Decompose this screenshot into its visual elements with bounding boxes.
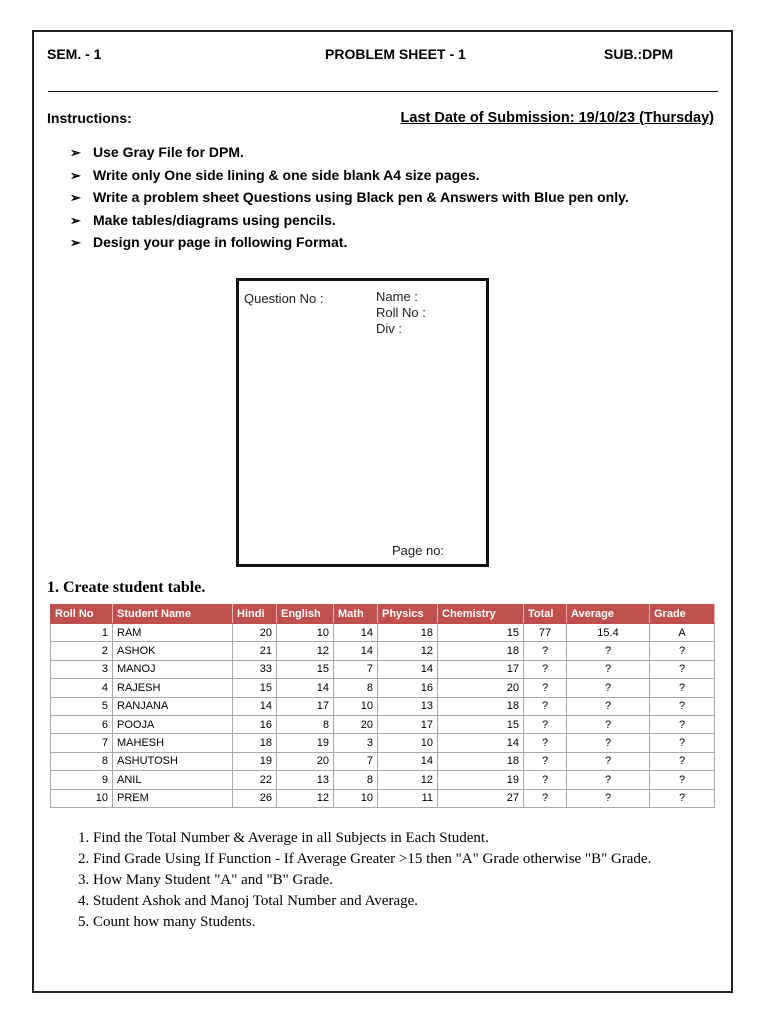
table-cell: 10 xyxy=(334,789,378,807)
table-row xyxy=(51,734,715,752)
table-cell: 7 xyxy=(334,660,378,678)
table-cell: 14 xyxy=(334,642,378,660)
arrow-bullet-icon: ➢ xyxy=(70,167,81,183)
table-cell: ? xyxy=(650,789,715,807)
table-cell: 20 xyxy=(233,624,277,642)
table-cell: ? xyxy=(650,715,715,733)
table-cell: 17 xyxy=(277,697,334,715)
table-cell: ? xyxy=(567,789,650,807)
page-format-diagram xyxy=(236,278,489,567)
table-cell: ? xyxy=(567,734,650,752)
table-cell: 15.4 xyxy=(567,624,650,642)
table-cell: 19 xyxy=(438,771,524,789)
table-cell: 13 xyxy=(378,697,438,715)
table-cell: ? xyxy=(650,679,715,697)
column-header: Total xyxy=(524,605,567,624)
table-cell: 2 xyxy=(51,642,113,660)
table-cell: 18 xyxy=(438,642,524,660)
instruction-item: ➢ Design your page in following Format. xyxy=(70,231,629,254)
table-cell: MANOJ xyxy=(113,660,233,678)
column-header: English xyxy=(277,605,334,624)
subject-label: SUB.:DPM xyxy=(604,46,674,62)
table-cell: 5 xyxy=(51,697,113,715)
table-cell: 33 xyxy=(233,660,277,678)
table-cell: 18 xyxy=(438,752,524,770)
table-cell: MAHESH xyxy=(113,734,233,752)
table-cell: 20 xyxy=(438,679,524,697)
table-row xyxy=(51,697,715,715)
table-cell: 20 xyxy=(334,715,378,733)
table-cell: 14 xyxy=(334,624,378,642)
table-cell: ? xyxy=(650,752,715,770)
section-title: 1. Create student table. xyxy=(47,579,206,596)
table-cell: ? xyxy=(524,789,567,807)
table-row xyxy=(51,679,715,697)
column-header: Roll No xyxy=(51,605,113,624)
table-cell: 12 xyxy=(277,642,334,660)
table-cell: PREM xyxy=(113,789,233,807)
table-cell: ? xyxy=(567,642,650,660)
table-cell: 18 xyxy=(233,734,277,752)
table-cell: 18 xyxy=(378,624,438,642)
table-cell: 9 xyxy=(51,771,113,789)
table-cell: ? xyxy=(524,771,567,789)
last-date: Last Date of Submission: 19/10/23 (Thursday) xyxy=(400,110,714,126)
arrow-bullet-icon: ➢ xyxy=(70,212,81,228)
question-item: 2. Find Grade Using If Function - If Average Greater >15 then "A" Grade otherwise "B" Grade. xyxy=(93,849,722,870)
table-cell: 14 xyxy=(438,734,524,752)
arrow-bullet-icon: ➢ xyxy=(70,235,81,250)
table-cell: ? xyxy=(524,734,567,752)
table-cell: 8 xyxy=(334,771,378,789)
table-cell: 26 xyxy=(233,789,277,807)
table-row xyxy=(51,624,715,642)
table-cell: 8 xyxy=(51,752,113,770)
table-cell: ? xyxy=(650,660,715,678)
question-list xyxy=(62,828,722,933)
table-cell: 8 xyxy=(334,679,378,697)
arrow-bullet-icon: ➢ xyxy=(70,190,81,205)
table-cell: 10 xyxy=(51,789,113,807)
table-cell: ? xyxy=(567,715,650,733)
table-cell: 20 xyxy=(277,752,334,770)
table-cell: ? xyxy=(524,715,567,733)
table-cell: 10 xyxy=(334,697,378,715)
format-div: Div : xyxy=(376,321,402,336)
table-cell: RAJESH xyxy=(113,679,233,697)
format-name: Name : xyxy=(376,289,418,304)
instruction-list xyxy=(70,141,629,254)
semester-label: SEM. - 1 xyxy=(47,46,102,62)
column-header: Grade xyxy=(650,605,715,624)
table-cell: 11 xyxy=(378,789,438,807)
table-cell: ? xyxy=(567,771,650,789)
table-cell: 10 xyxy=(378,734,438,752)
table-cell: ? xyxy=(524,752,567,770)
table-cell: 3 xyxy=(334,734,378,752)
table-cell: 3 xyxy=(51,660,113,678)
table-cell: ? xyxy=(650,642,715,660)
table-body xyxy=(51,624,715,808)
table-cell: 13 xyxy=(277,771,334,789)
table-cell: ASHOK xyxy=(113,642,233,660)
table-cell: ? xyxy=(650,697,715,715)
instruction-item: ➢ Write only One side lining & one side blank A4 size pages. xyxy=(70,164,629,187)
table-cell: 18 xyxy=(438,697,524,715)
table-row xyxy=(51,789,715,807)
header-divider xyxy=(48,91,718,92)
table-cell: 77 xyxy=(524,624,567,642)
table-cell: ? xyxy=(567,679,650,697)
table-cell: 21 xyxy=(233,642,277,660)
question-item: 1. Find the Total Number & Average in all Subjects in Each Student. xyxy=(93,828,722,849)
table-cell: 14 xyxy=(277,679,334,697)
table-cell: 4 xyxy=(51,679,113,697)
column-header: Math xyxy=(334,605,378,624)
table-row xyxy=(51,642,715,660)
table-cell: RAM xyxy=(113,624,233,642)
format-page-no: Page no: xyxy=(392,543,445,558)
table-cell: 19 xyxy=(233,752,277,770)
table-cell: 14 xyxy=(233,697,277,715)
table-cell: 8 xyxy=(277,715,334,733)
table-cell: 16 xyxy=(378,679,438,697)
table-cell: 14 xyxy=(378,660,438,678)
table-cell: ANIL xyxy=(113,771,233,789)
table-cell: 15 xyxy=(438,715,524,733)
table-cell: 15 xyxy=(438,624,524,642)
table-cell: RANJANA xyxy=(113,697,233,715)
table-cell: 1 xyxy=(51,624,113,642)
table-cell: 15 xyxy=(277,660,334,678)
table-cell: ? xyxy=(524,660,567,678)
table-cell: 15 xyxy=(233,679,277,697)
question-item: 3. How Many Student "A" and "B" Grade. xyxy=(93,870,722,891)
table-row xyxy=(51,752,715,770)
instruction-item: ➢ Write a problem sheet Questions using Black pen & Answers with Blue pen only. xyxy=(70,186,629,209)
instructions-heading: Instructions: xyxy=(47,110,132,126)
table-cell: ? xyxy=(650,734,715,752)
table-cell: ? xyxy=(524,642,567,660)
table-cell: 6 xyxy=(51,715,113,733)
table-cell: POOJA xyxy=(113,715,233,733)
table-cell: ? xyxy=(524,679,567,697)
table-cell: ASHUTOSH xyxy=(113,752,233,770)
format-roll-no: Roll No : xyxy=(376,305,426,320)
table-cell: 12 xyxy=(378,642,438,660)
column-header: Student Name xyxy=(113,605,233,624)
table-cell: 12 xyxy=(277,789,334,807)
table-cell: 16 xyxy=(233,715,277,733)
sheet-title: PROBLEM SHEET - 1 xyxy=(325,46,466,62)
column-header: Chemistry xyxy=(438,605,524,624)
table-cell: 22 xyxy=(233,771,277,789)
question-item: 4. Student Ashok and Manoj Total Number and Average. xyxy=(93,891,722,912)
table-cell: 17 xyxy=(438,660,524,678)
table-cell: ? xyxy=(567,697,650,715)
table-cell: 7 xyxy=(51,734,113,752)
table-cell: 19 xyxy=(277,734,334,752)
question-item: 5. Count how many Students. xyxy=(93,912,722,933)
table-row xyxy=(51,715,715,733)
table-cell: ? xyxy=(650,771,715,789)
column-header: Average xyxy=(567,605,650,624)
column-header: Hindi xyxy=(233,605,277,624)
table-cell: 7 xyxy=(334,752,378,770)
instruction-item: ➢ Use Gray File for DPM. xyxy=(70,141,629,164)
table-cell: 27 xyxy=(438,789,524,807)
table-row xyxy=(51,660,715,678)
instruction-item: ➢ Make tables/diagrams using pencils. xyxy=(70,209,629,232)
table-cell: ? xyxy=(567,752,650,770)
column-header: Physics xyxy=(378,605,438,624)
arrow-bullet-icon: ➢ xyxy=(70,145,81,160)
table-cell: 14 xyxy=(378,752,438,770)
table-cell: A xyxy=(650,624,715,642)
table-cell: ? xyxy=(567,660,650,678)
table-cell: 17 xyxy=(378,715,438,733)
format-question-no: Question No : xyxy=(244,291,324,306)
table-row xyxy=(51,771,715,789)
table-cell: ? xyxy=(524,697,567,715)
table-cell: 10 xyxy=(277,624,334,642)
student-table xyxy=(50,604,715,808)
table-header-row xyxy=(51,605,715,624)
table-cell: 12 xyxy=(378,771,438,789)
